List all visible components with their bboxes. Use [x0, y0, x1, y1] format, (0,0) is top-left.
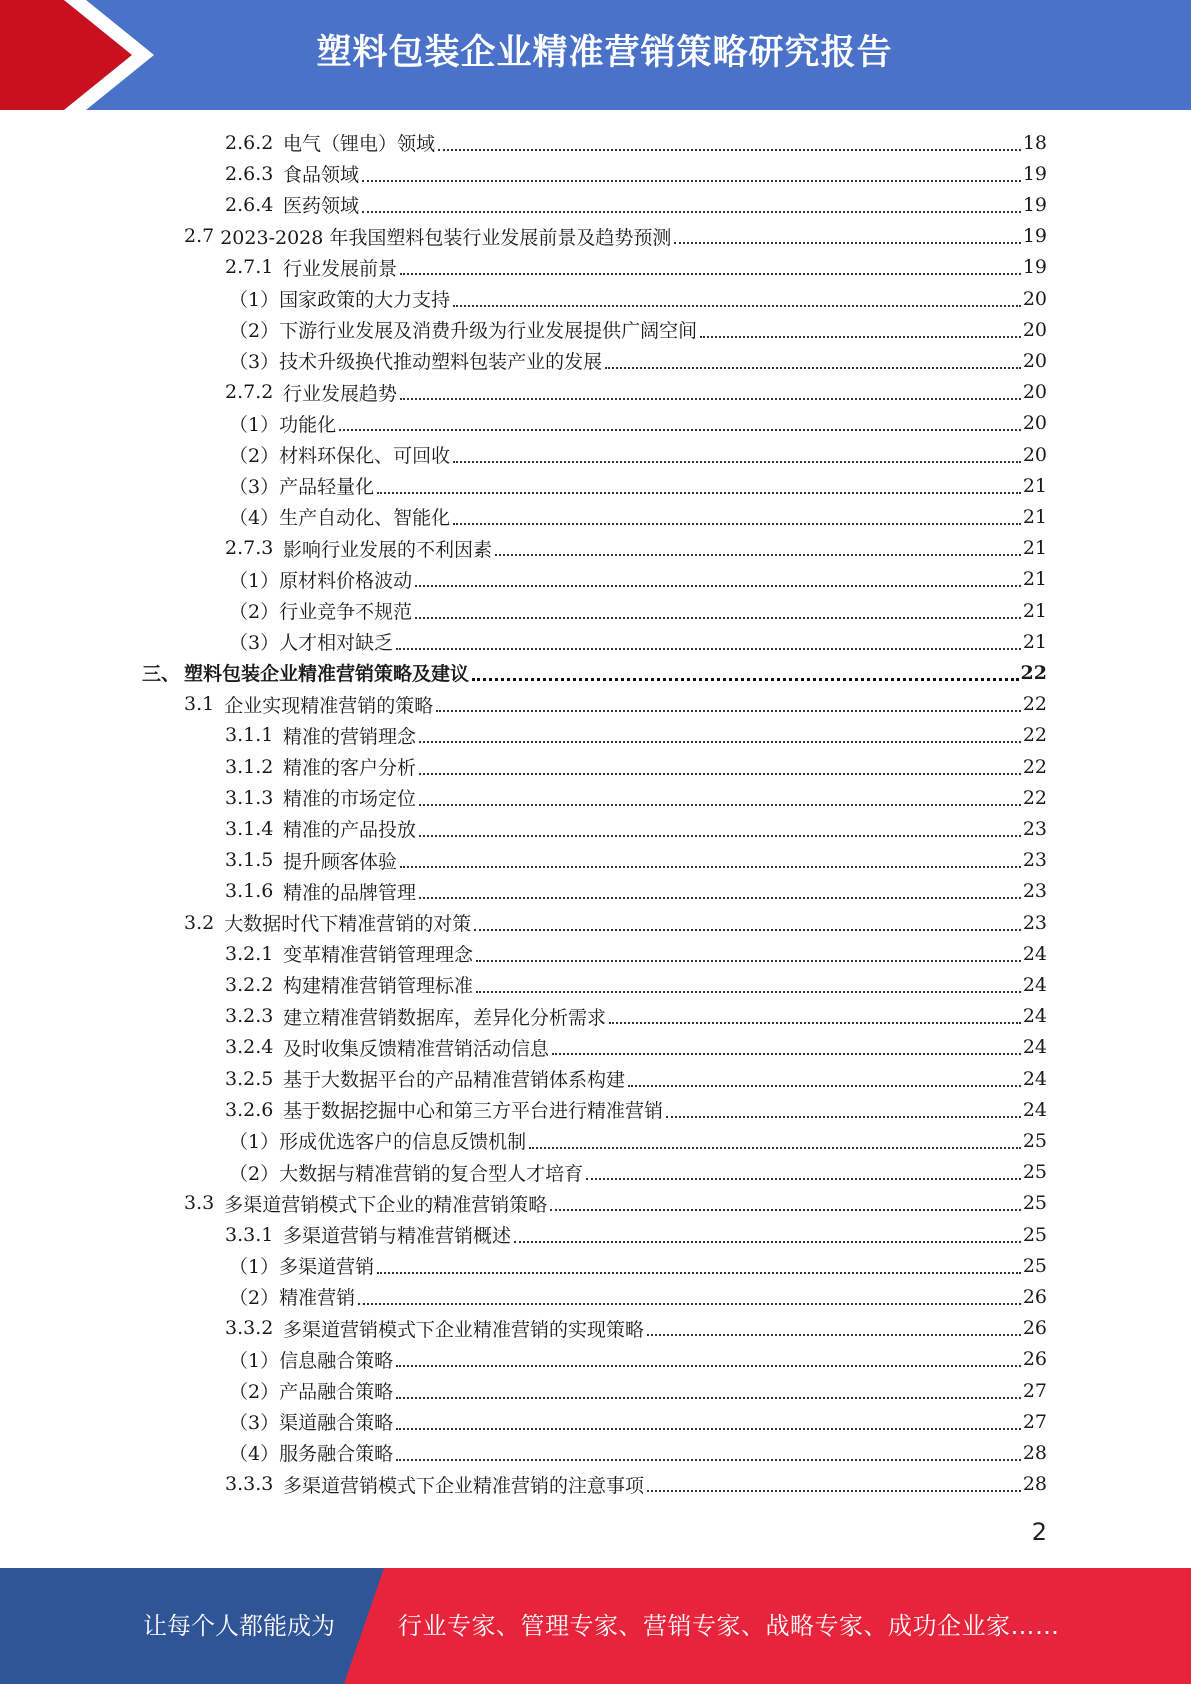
toc-leader-dots: [419, 773, 1021, 775]
toc-entry-number: （1）: [229, 289, 280, 311]
toc-entry-title: 企业实现精准营销的策略: [224, 694, 434, 717]
toc-entry-title: 精准的客户分析: [283, 757, 417, 779]
toc-entry-page: 20: [1022, 287, 1047, 310]
toc-entry-number: （1）: [229, 1256, 280, 1279]
toc-entry-title: 多渠道营销模式下企业的精准营销策略: [224, 1193, 548, 1216]
toc-entry-title: 构建精准营销管理标准: [283, 975, 474, 998]
toc-entry[interactable]: [229, 283, 1047, 314]
toc-entry-title: 材料环保化、可回收: [279, 445, 451, 467]
toc-entry-number: 2.6.2: [225, 131, 274, 154]
toc-entry-page: 21: [1022, 474, 1047, 497]
toc-entry-title: 电气（锂电）领域: [283, 133, 436, 155]
toc-entry[interactable]: [225, 1094, 1047, 1125]
toc-leader-dots: [476, 991, 1021, 993]
toc-leader-dots: [377, 492, 1021, 494]
toc-entry[interactable]: [225, 158, 1047, 189]
toc-entry-page: 20: [1022, 381, 1047, 404]
toc-entry-number: 3.2.4: [225, 1036, 274, 1059]
page-number: 2: [1031, 1518, 1047, 1546]
toc-entry[interactable]: [225, 1063, 1047, 1094]
toc-entry[interactable]: [229, 595, 1047, 626]
toc-leader-dots: [377, 1272, 1021, 1274]
toc-entry[interactable]: [225, 782, 1047, 813]
toc-entry-title: 精准的营销理念: [283, 725, 417, 748]
toc-entry-number: 3.2.6: [225, 1098, 274, 1121]
toc-entry[interactable]: [225, 969, 1047, 1000]
footer-slogan: 让每个人都能成为: [143, 1612, 335, 1640]
toc-entry-number: 2.7: [184, 225, 215, 248]
toc-entry-page: 25: [1022, 1161, 1047, 1184]
toc-leader-dots: [436, 710, 1021, 712]
toc-entry-page: 20: [1022, 349, 1047, 372]
toc-entry-title: 产品轻量化: [279, 476, 375, 499]
toc-leader-dots: [419, 897, 1021, 899]
toc-entry[interactable]: [225, 1469, 1047, 1500]
toc-leader-dots: [453, 461, 1021, 463]
toc-entry[interactable]: [225, 377, 1047, 408]
toc-entry[interactable]: [229, 626, 1047, 657]
toc-entry-title: 2023-2028 年我国塑料包装行业发展前景及趋势预测: [220, 226, 672, 249]
toc-entry-title: 变革精准营销管理理念: [283, 944, 474, 967]
toc-entry-page: 20: [1022, 412, 1047, 435]
toc-entry-number: 3.1.2: [225, 755, 274, 778]
toc-leader-dots: [529, 1147, 1021, 1149]
toc-entry-title: 塑料包装企业精准营销策略及建议: [184, 663, 470, 686]
toc-leader-dots: [339, 429, 1021, 431]
toc-entry[interactable]: [225, 1001, 1047, 1032]
toc-entry-page: 25: [1022, 1192, 1047, 1215]
toc-entry-title: 多渠道营销模式下企业精准营销的实现策略: [283, 1318, 645, 1341]
toc-entry-number: （2）: [229, 320, 280, 343]
toc-leader-dots: [609, 1022, 1021, 1024]
toc-entry-title: 基于数据挖掘中心和第三方平台进行精准营销: [283, 1100, 664, 1123]
toc-leader-dots: [396, 1365, 1021, 1367]
toc-entry-page: 21: [1022, 599, 1047, 622]
toc-entry[interactable]: [225, 127, 1047, 158]
toc-entry-number: 3.1.4: [225, 817, 274, 840]
toc-entry-number: 3.3.3: [225, 1473, 274, 1496]
toc-entry-title: 多渠道营销与精准营销概述: [283, 1225, 512, 1247]
toc-entry-page: 21: [1022, 568, 1047, 591]
toc-entry-page: 24: [1022, 942, 1047, 965]
toc-entry-title: 提升顾客体验: [283, 850, 398, 873]
toc-entry[interactable]: [225, 252, 1047, 283]
toc-entry-page: 24: [1022, 1067, 1047, 1090]
toc-entry-number: （1）: [229, 569, 280, 592]
footer-banner: [0, 1568, 1191, 1684]
toc-entry-page: 26: [1022, 1317, 1047, 1340]
toc-entry-number: （4）: [229, 1443, 280, 1466]
toc-entry-page: 22: [1022, 693, 1047, 716]
toc-entry-number: 2.7.2: [225, 381, 274, 404]
toc-entry-title: 原材料价格波动: [279, 569, 413, 592]
toc-entry-title: 行业发展前景: [283, 257, 398, 280]
toc-entry-page: 19: [1022, 193, 1047, 216]
toc-leader-dots: [415, 585, 1021, 587]
toc-entry[interactable]: [225, 533, 1047, 564]
toc-leader-dots: [396, 648, 1021, 650]
toc-entry-page: 21: [1022, 630, 1047, 653]
toc-entry-title: 多渠道营销模式下企业精准营销的注意事项: [283, 1474, 645, 1497]
toc-entry-title: 精准营销: [279, 1287, 356, 1310]
toc-leader-dots: [396, 1397, 1021, 1399]
toc-entry-title: 行业竞争不规范: [279, 601, 413, 623]
toc-entry-page: 25: [1022, 1129, 1047, 1152]
toc-entry-title: 行业发展趋势: [283, 382, 398, 405]
toc-entry-number: 3.3.1: [225, 1223, 274, 1246]
toc-entry-page: 26: [1022, 1285, 1047, 1308]
toc-entry[interactable]: [225, 720, 1047, 751]
toc-entry[interactable]: [225, 1313, 1047, 1344]
toc-entry[interactable]: [229, 470, 1047, 501]
toc-entry[interactable]: [229, 439, 1047, 470]
toc-entry-number: （3）: [229, 351, 280, 374]
toc-entry-number: （2）: [229, 1162, 280, 1185]
toc-leader-dots: [474, 929, 1021, 931]
toc-entry-number: 3.2.2: [225, 973, 274, 996]
toc-entry-number: （1）: [229, 1349, 280, 1372]
toc-entry[interactable]: [229, 1281, 1047, 1312]
toc-entry[interactable]: [229, 1250, 1047, 1281]
toc-entry-title: 精准的产品投放: [283, 819, 417, 842]
toc-entry[interactable]: [184, 1188, 1047, 1219]
toc-entry-page: 28: [1022, 1441, 1047, 1464]
toc-entry-page: 23: [1022, 849, 1047, 872]
toc-entry-title: 形成优选客户的信息反馈机制: [279, 1131, 527, 1154]
toc-entry[interactable]: [225, 938, 1047, 969]
toc-entry-page: 23: [1022, 880, 1047, 903]
toc-entry[interactable]: [225, 845, 1047, 876]
toc-leader-dots: [453, 523, 1021, 525]
toc-leader-dots: [362, 180, 1021, 182]
toc-entry[interactable]: [229, 1344, 1047, 1375]
toc-entry-title: 技术升级换代推动塑料包装产业的发展: [279, 351, 603, 374]
toc-leader-dots: [476, 960, 1021, 962]
toc-leader-dots: [628, 1085, 1021, 1087]
toc-entry-title: 医药领域: [283, 195, 360, 218]
toc-entry[interactable]: [229, 314, 1047, 345]
toc-entry[interactable]: [225, 751, 1047, 782]
toc-entry-title: 功能化: [279, 413, 337, 436]
toc-entry-page: 20: [1022, 318, 1047, 341]
toc-entry[interactable]: [184, 221, 1047, 252]
toc-entry-number: （3）: [229, 476, 280, 499]
toc-entry-title: 服务融合策略: [279, 1443, 394, 1466]
toc-entry[interactable]: [229, 1125, 1047, 1156]
toc-entry-page: 22: [1022, 786, 1047, 809]
toc-leader-dots: [647, 1334, 1021, 1336]
toc-entry[interactable]: [229, 345, 1047, 376]
toc-entry[interactable]: [225, 813, 1047, 844]
toc-entry-page: 19: [1022, 256, 1047, 279]
toc-entry-number: 三、: [142, 663, 181, 686]
toc-leader-dots: [396, 1459, 1021, 1461]
toc-entry[interactable]: [225, 1032, 1047, 1063]
toc-leader-dots: [647, 1490, 1021, 1492]
toc-leader-dots: [419, 835, 1021, 837]
toc-entry[interactable]: [184, 907, 1047, 938]
toc-entry-number: 3.2.3: [225, 1005, 274, 1028]
toc-leader-dots: [400, 866, 1021, 868]
toc-leader-dots: [438, 149, 1021, 151]
toc-entry-page: 23: [1022, 911, 1047, 934]
toc-entry-title: 食品领域: [283, 164, 360, 187]
toc-entry-page: 22: [1022, 755, 1047, 778]
toc-entry[interactable]: [229, 1375, 1047, 1406]
toc-entry-page: 24: [1022, 1036, 1047, 1059]
toc-leader-dots: [674, 242, 1020, 244]
toc-entry[interactable]: [229, 408, 1047, 439]
toc-entry-page: 20: [1022, 443, 1047, 466]
toc-entry-number: 3.1.6: [225, 880, 274, 903]
toc-leader-dots: [605, 367, 1021, 369]
toc-entry-page: 21: [1022, 505, 1047, 528]
toc-entry-page: 24: [1022, 973, 1047, 996]
toc-entry-page: 27: [1022, 1410, 1047, 1433]
toc-entry-page: 22: [1020, 661, 1047, 684]
toc-entry-page: 28: [1022, 1473, 1047, 1496]
toc-leader-dots: [472, 678, 1019, 681]
toc-entry-number: （2）: [229, 1287, 280, 1310]
toc-entry-number: 3.2.5: [225, 1067, 274, 1090]
toc-entry[interactable]: [229, 1406, 1047, 1437]
toc-entry-title: 大数据时代下精准营销的对策: [224, 913, 472, 935]
toc-entry[interactable]: [225, 189, 1047, 220]
toc-entry-page: 19: [1022, 225, 1047, 248]
toc-entry[interactable]: [229, 1437, 1047, 1468]
toc-entry-number: （3）: [229, 632, 280, 655]
footer-expert-list: 行业专家、管理专家、营销专家、战略专家、成功企业家……: [398, 1612, 1060, 1640]
toc-entry-page: 27: [1022, 1379, 1047, 1402]
toc-leader-dots: [358, 1303, 1021, 1305]
toc-leader-dots: [362, 211, 1021, 213]
toc-leader-dots: [400, 398, 1021, 400]
toc-entry-number: 2.7.1: [225, 256, 274, 279]
toc-entry-title: 信息融合策略: [279, 1349, 394, 1372]
toc-entry-number: 2.7.3: [225, 537, 274, 560]
toc-entry-number: 2.6.3: [225, 162, 274, 185]
toc-entry-number: 2.6.4: [225, 193, 274, 216]
toc-entry-number: （1）: [229, 413, 280, 436]
report-title: 塑料包装企业精准营销策略研究报告: [316, 33, 893, 73]
toc-leader-dots: [453, 305, 1021, 307]
toc-entry-number: （3）: [229, 1412, 280, 1435]
toc-entry[interactable]: [229, 564, 1047, 595]
toc-leader-dots: [495, 554, 1021, 556]
toc-entry-title: 渠道融合策略: [279, 1412, 394, 1435]
toc-entry-page: 22: [1022, 724, 1047, 747]
toc-entry-page: 26: [1022, 1348, 1047, 1371]
toc-entry[interactable]: [229, 501, 1047, 532]
toc-entry-title: 多渠道营销: [279, 1256, 375, 1279]
toc-entry-title: 下游行业发展及消费升级为行业发展提供广阔空间: [279, 320, 698, 343]
toc-entry-number: 3.3: [184, 1192, 215, 1215]
toc-leader-dots: [550, 1209, 1021, 1211]
toc-entry-title: 生产自动化、智能化: [279, 507, 451, 530]
toc-leader-dots: [419, 804, 1021, 806]
toc-entry-title: 基于大数据平台的产品精准营销体系构建: [283, 1069, 626, 1091]
toc-leader-dots: [415, 617, 1021, 619]
toc-entry-page: 19: [1022, 162, 1047, 185]
toc-entry-number: 3.3.2: [225, 1317, 274, 1340]
toc-entry-number: 3.2.1: [225, 942, 274, 965]
toc-entry-number: （2）: [229, 1381, 280, 1403]
toc-entry-title: 影响行业发展的不利因素: [283, 538, 493, 561]
toc-entry[interactable]: [225, 876, 1047, 907]
toc-entry[interactable]: [184, 689, 1047, 720]
toc-entry-number: 3.1: [184, 693, 215, 716]
header-banner: [0, 0, 1191, 110]
toc-entry-title: 人才相对缺乏: [279, 632, 394, 655]
toc-leader-dots: [419, 741, 1021, 743]
toc-leader-dots: [666, 1116, 1021, 1118]
toc-entry[interactable]: [229, 1157, 1047, 1188]
toc-entry-number: 3.1.3: [225, 786, 274, 809]
toc-entry-number: （4）: [229, 507, 280, 530]
toc-entry-page: 25: [1022, 1223, 1047, 1246]
toc-entry-title: 产品融合策略: [279, 1381, 394, 1403]
toc-leader-dots: [552, 1053, 1021, 1055]
toc-entry-page: 24: [1022, 1005, 1047, 1028]
toc-entry[interactable]: [142, 657, 1047, 688]
toc-entry-page: 25: [1022, 1254, 1047, 1277]
toc-entry-page: 24: [1022, 1098, 1047, 1121]
toc-entry-number: （2）: [229, 445, 280, 467]
toc-entry-title: 精准的市场定位: [283, 788, 417, 811]
toc-entry-title: 大数据与精准营销的复合型人才培育: [279, 1162, 584, 1185]
toc-entry-title: 国家政策的大力支持: [279, 289, 451, 311]
toc-entry-title: 精准的品牌管理: [283, 881, 417, 904]
toc-entry-number: （1）: [229, 1131, 280, 1154]
toc-entry-page: 23: [1022, 817, 1047, 840]
toc-entry[interactable]: [225, 1219, 1047, 1250]
toc-entry-number: （2）: [229, 601, 280, 623]
toc-entry-title: 建立精准营销数据库，差异化分析需求: [283, 1006, 607, 1029]
toc-entry-number: 3.2: [184, 911, 215, 934]
toc-leader-dots: [396, 1428, 1021, 1430]
toc-entry-page: 21: [1022, 537, 1047, 560]
toc-leader-dots: [400, 273, 1021, 275]
toc-entry-page: 18: [1022, 131, 1047, 154]
toc-entry-number: 3.1.5: [225, 849, 274, 872]
toc-leader-dots: [700, 336, 1021, 338]
toc-leader-dots: [514, 1241, 1021, 1243]
toc-entry-title: 及时收集反馈精准营销活动信息: [283, 1037, 550, 1060]
toc-entry-number: 3.1.1: [225, 724, 274, 747]
toc-leader-dots: [586, 1178, 1021, 1180]
